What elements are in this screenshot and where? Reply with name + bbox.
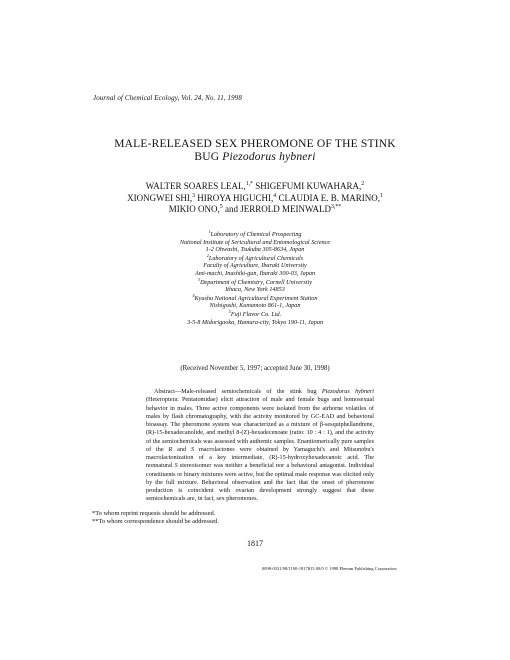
journal-citation: Journal of Chemical Ecology, Vol. 24, No. 11, 1998 — [93, 94, 242, 102]
affiliation-text: Fuji Flavor Co. Ltd. — [230, 310, 282, 318]
author-meinwald: and JERROLD MEINWALD — [222, 204, 331, 214]
abstract-text: stereoisomer was neither a beneficial nor a behavioral antagonist. Individual constituents or binary mixtures were active, but the optimal male response was elicited only by the full mixture. Behavioral observation and the fact that the onset of pheromone production is coincident with ovarian development strongly suggest that these semiochemicals are, in fact, sex pheromones. — [146, 462, 374, 503]
author-kuwahara: SHIGEFUMI KUWAHARA, — [253, 181, 362, 191]
affiliation-sup: 4 — [192, 292, 195, 298]
author-sup: 4 — [273, 192, 277, 199]
abstract-text: macrolactones were obtained by Yamaguchi's and Mitsunobu's macrolactonization of a key intermediate, (R)-15-hydroxyhexadecanoic acid. The nonnatural — [146, 445, 375, 470]
affiliation-line — [90, 308, 420, 319]
page-number: 1817 — [247, 539, 263, 548]
abstract-text: (Heteroptera: Pentatomidae) elicit attraction of male and female bugs and homosexual behavior in males. Three active components were isolated from the airborne volatiles of males by flash chromatography, with the activity monitored by GC-EAD and behavioral bioassay. The pheromone system was characterized as a mixture of β-sesquiphellandrene, (R)-15-hexadecanolide, and methyl 8-(Z)-hexadecenoate (ratio: 10 : 4 : 1), and the activity of the semiochemicals was assessed with authentic samples. Enantiomerically pure samples of the — [146, 396, 374, 453]
author-higuchi: HIROYA HIGUCHI, — [195, 192, 274, 203]
affiliation-line: Faculty of Agriculture, Ibaraki University — [203, 262, 307, 270]
affiliation-text: Laboratory of Agricultural Chemicals — [208, 254, 304, 262]
abstract-heading: Abstract — [154, 388, 175, 395]
abstract-text: and — [172, 445, 191, 453]
affiliation-line — [90, 228, 420, 239]
author-leal: WALTER SOARES LEAL, — [145, 181, 246, 191]
affiliation-sup: 1 — [208, 228, 211, 234]
author-shi: XIONGWEI SHI, — [127, 192, 193, 203]
title-line-2 — [60, 151, 450, 164]
author-sup: 2 — [361, 181, 365, 187]
received-dates: (Received November 5, 1997; accepted June 30, 1998) — [180, 365, 330, 372]
affiliation-text: Department of Chemistry, Cornell University — [200, 278, 312, 286]
abstract-paragraph — [146, 388, 374, 504]
affiliation-sup: 5 — [228, 308, 231, 314]
affiliation-line: Nishigoshi, Kumamoto 861-1, Japan — [209, 302, 301, 310]
author-sup: 3,** — [330, 204, 342, 210]
affiliation-block — [90, 228, 420, 254]
paper-title — [60, 138, 450, 164]
affiliation-sup: 2 — [206, 252, 209, 258]
affiliation-block — [90, 308, 420, 326]
affiliation-text: Laboratory of Chemical Prospecting — [210, 231, 302, 238]
title-line-2-prefix: BUG — [194, 151, 223, 163]
author-sup: 5 — [219, 204, 223, 210]
author-line-1 — [60, 181, 450, 193]
author-marino: CLAUDIA E. B. MARINO, — [276, 192, 380, 203]
footnotes — [92, 510, 219, 526]
copyright-code: 0098-0331/98/1100-1817$15.00/0 © 1998 Plenum Publishing Corporation — [262, 566, 397, 571]
author-line-2 — [60, 193, 450, 205]
author-list — [60, 181, 450, 216]
footnote-correspondence: **To whom correspondence should be addressed. — [92, 518, 219, 526]
abstract-s-label: S — [191, 445, 195, 453]
affiliation-sup: 3 — [198, 276, 201, 282]
affiliation-line: Ami-machi, Inashiki-gun, Ibaraki 300-03, Japan — [194, 269, 316, 277]
author-line-3 — [60, 204, 450, 216]
abstract-species: Piezodorus hybneri — [321, 388, 374, 395]
abstract-text: —Male-released semiochemicals of the stink bug — [174, 388, 322, 395]
author-sup: 3 — [192, 192, 196, 199]
affiliations — [90, 228, 420, 327]
title-species: Piezodorus hybneri — [222, 151, 316, 163]
affiliation-block — [90, 252, 420, 278]
abstract-r-label: R — [168, 445, 173, 453]
affiliation-line — [90, 292, 420, 303]
affiliation-line: 1-2 Ohwashi, Tsukuba 305-8634, Japan — [205, 246, 305, 254]
title-line-1: MALE-RELEASED SEX PHEROMONE OF THE STINK — [114, 138, 396, 150]
affiliation-line: Ithaca, New York 14853 — [225, 286, 285, 294]
affiliation-block — [90, 292, 420, 310]
affiliation-line — [90, 252, 420, 263]
author-sup: 1 — [379, 192, 383, 199]
affiliation-line: National Institute of Sericultural and Entomological Science — [179, 238, 331, 246]
affiliation-line — [90, 276, 420, 287]
affiliation-block — [90, 276, 420, 294]
footnote-reprint: *To whom reprint requests should be addressed. — [92, 510, 216, 517]
affiliation-text: Kyushu National Agricultural Experiment Station — [194, 294, 318, 302]
abstract-s-label: S — [174, 462, 178, 470]
affiliation-line: 3-5-8 Midorigaoka, Hamura-city, Tokyo 190-11, Japan — [186, 318, 324, 326]
author-sup: 1,* — [245, 181, 254, 187]
author-ono: MIKIO ONO, — [168, 204, 220, 214]
